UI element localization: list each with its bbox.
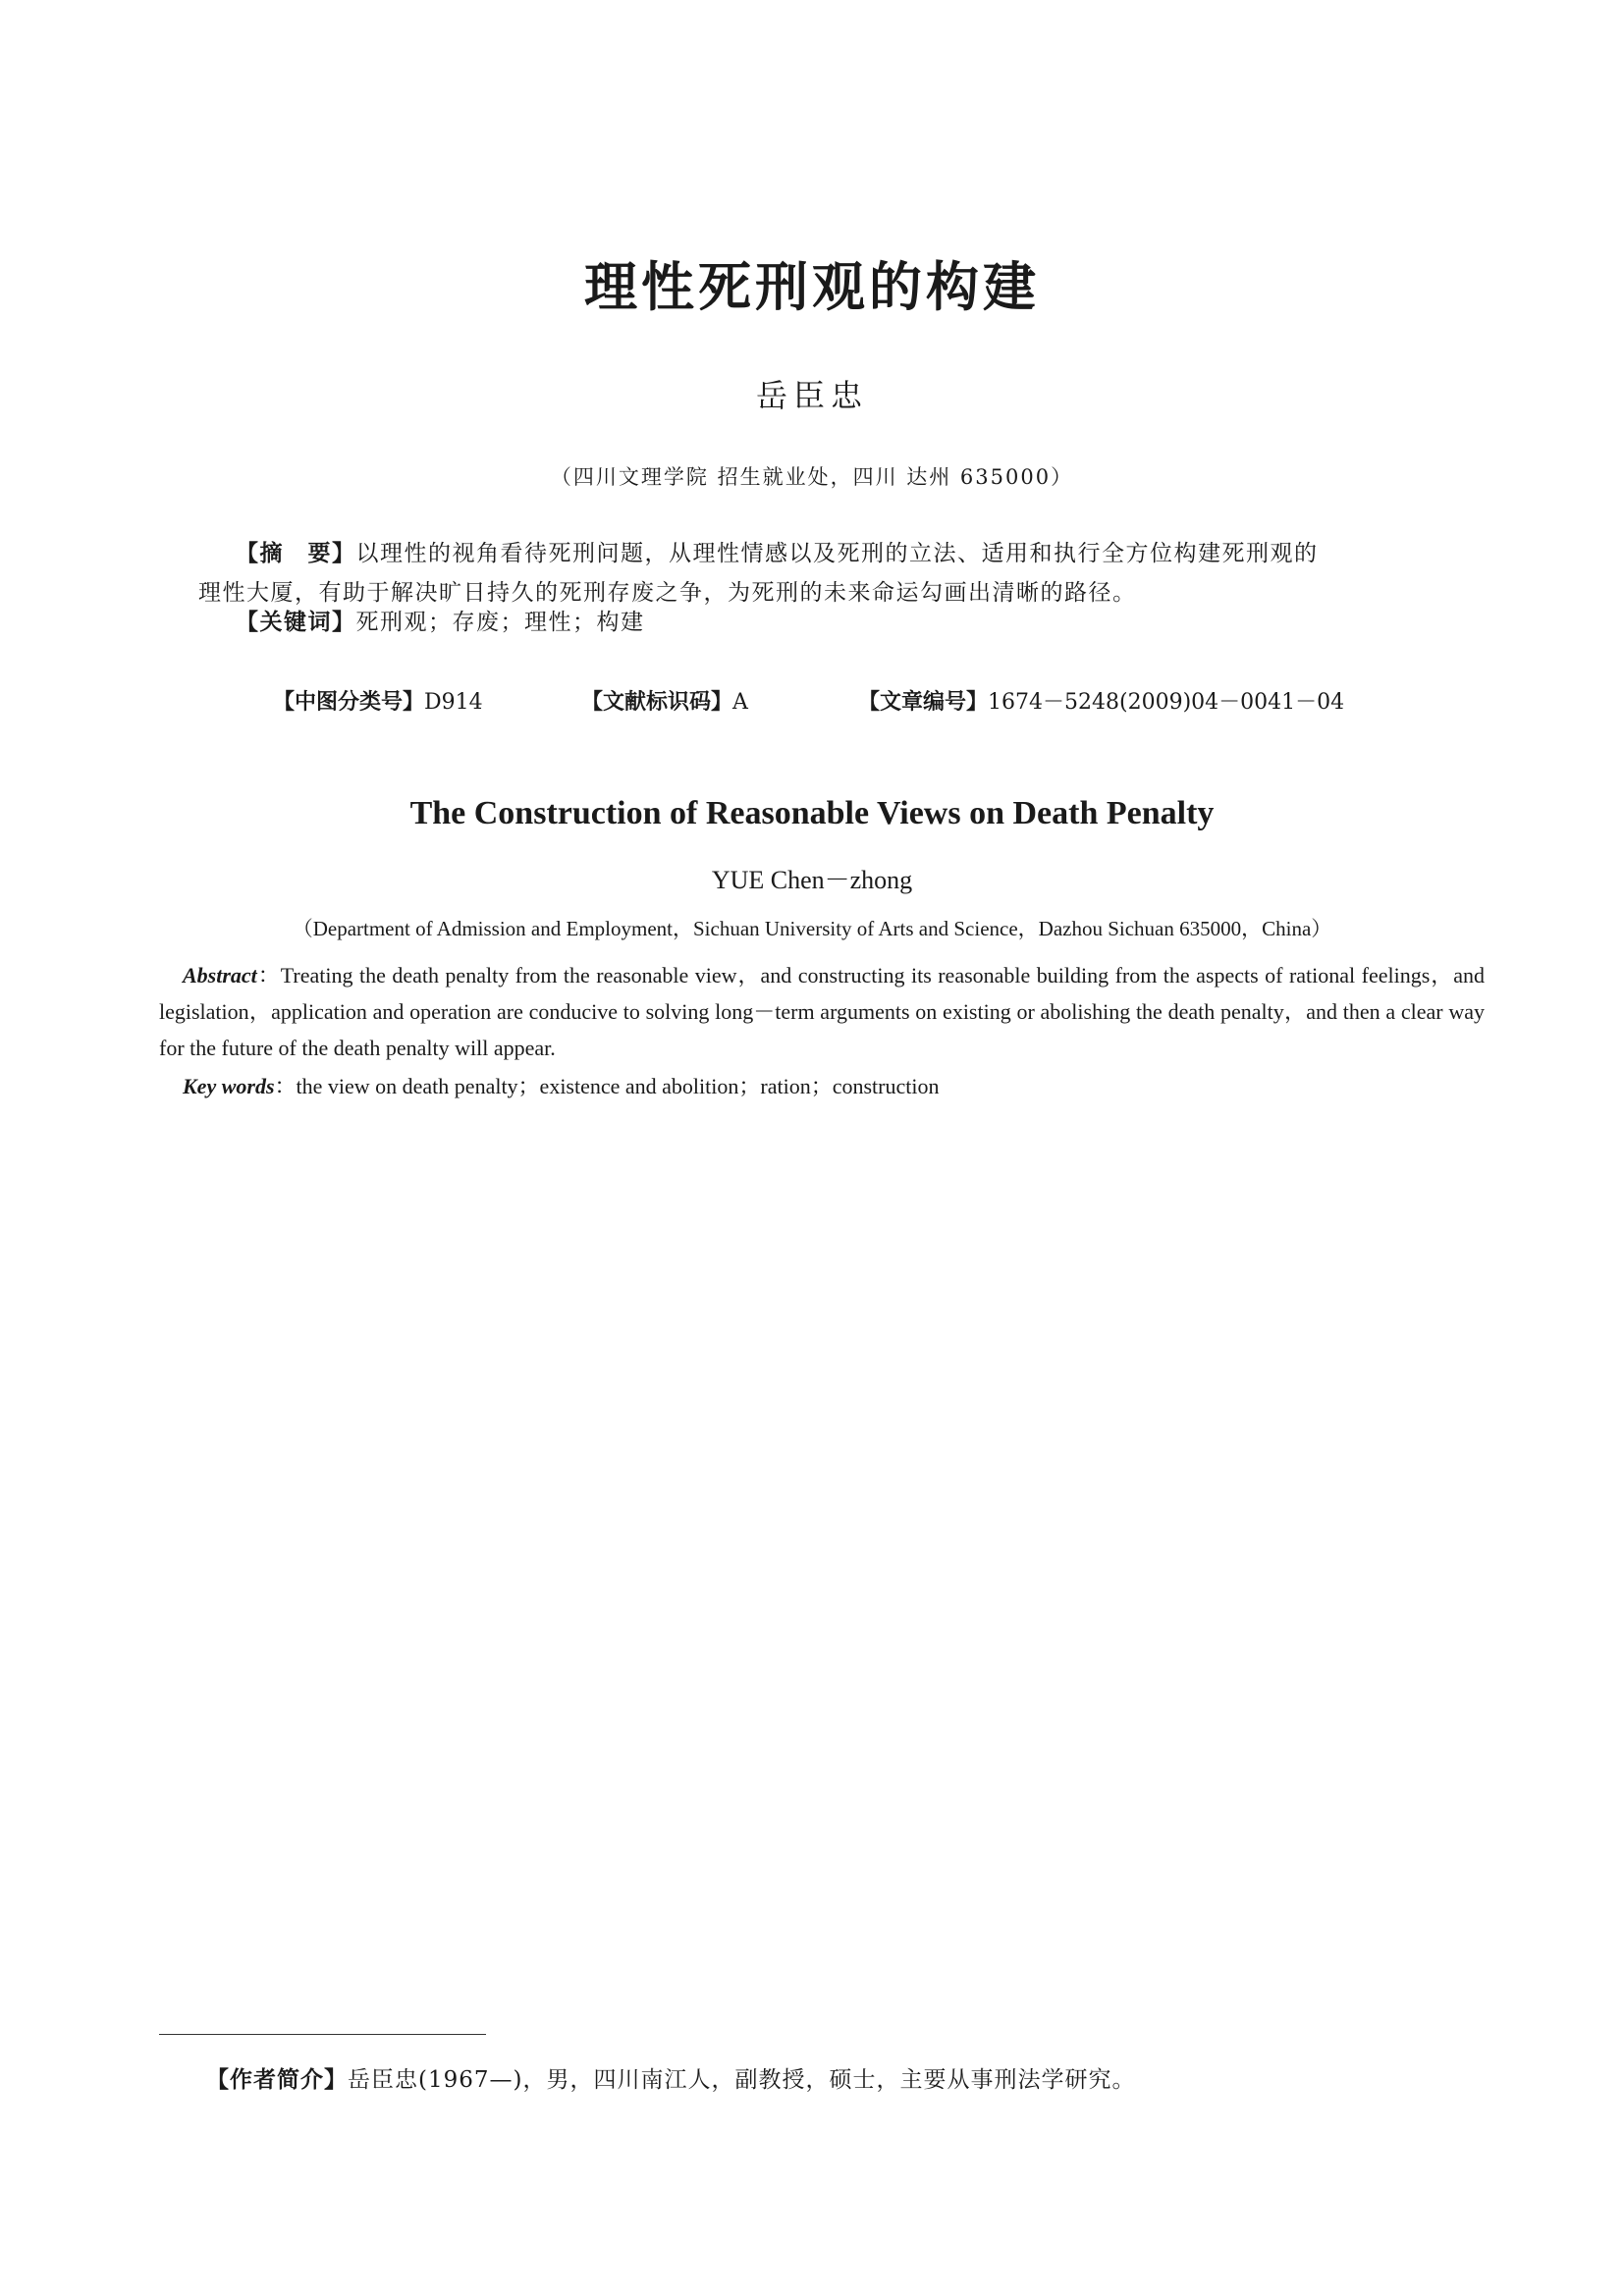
author-footnote [206, 2061, 1135, 2094]
abstract-en [159, 957, 1485, 1066]
document-code-label: 【文献标识码】 [581, 690, 733, 715]
footnote-label: 【作者简介】 [206, 2067, 348, 2093]
footnote-text: 岳臣忠(1967—)，男，四川南江人，副教授，硕士，主要从事刑法学研究。 [348, 2067, 1136, 2093]
author-name-cn: 岳臣忠 [755, 377, 868, 414]
abstract-text-cn-line1: 以理性的视角看待死刑问题，从理性情感以及死刑的立法、适用和执行全方位构建死刑观的 [355, 541, 1319, 566]
keywords-text-cn: 死刑观；存废；理性；构建 [355, 610, 645, 635]
abstract-cn [198, 534, 1414, 613]
keywords-cn [236, 603, 1414, 642]
keywords-label-cn: 【关键词】 [236, 610, 356, 635]
article-number [858, 685, 1344, 716]
abstract-text-en: Treating the death penalty from the reasonable view，and constructing its reasonable building from the aspects of rational feelings，and legislation，application and operation are conducive to solving long－term arguments on existing or abolishing the death penalty，and then a clear way for the future of the death penalty will appear. [159, 963, 1485, 1060]
keywords-label-en: Key words [183, 1074, 275, 1098]
document-code-value: A [732, 690, 748, 715]
abstract-text-cn-line2: 理性大厦，有助于解决旷日持久的死刑存废之争，为死刑的未来命运勾画出清晰的路径。 [198, 580, 1137, 606]
keywords-text-en: the view on death penalty；existence and abolition；ration；construction [296, 1074, 940, 1098]
affiliation-cn: （四川文理学院 招生就业处，四川 达州 635000） [550, 465, 1074, 489]
abstract-label-cn: 【摘 要】 [236, 541, 356, 566]
paper-title-cn: 理性死刑观的构建 [584, 256, 1040, 318]
paper-title-en: The Construction of Reasonable Views on Death Penalty [409, 795, 1215, 831]
author-name-en: YUE Chen－zhong [711, 866, 913, 894]
article-number-label: 【文章编号】 [858, 690, 989, 715]
abstract-separator-en: ： [256, 963, 281, 988]
clc-number [273, 685, 483, 716]
footnote-divider [159, 2034, 486, 2035]
affiliation-en: （Department of Admission and Employment，Sichuan University of Arts and Science，Dazhou Sichuan 635000，China） [292, 917, 1332, 940]
classification-line [273, 685, 1402, 721]
clc-value: D914 [424, 690, 483, 715]
keywords-en [183, 1068, 1508, 1104]
article-number-value: 1674－5248(2009)04－0041－04 [988, 690, 1345, 715]
document-code [581, 685, 748, 716]
abstract-label-en: Abstract [183, 963, 257, 988]
keywords-separator-en: ： [274, 1074, 297, 1098]
clc-label: 【中图分类号】 [273, 690, 425, 715]
